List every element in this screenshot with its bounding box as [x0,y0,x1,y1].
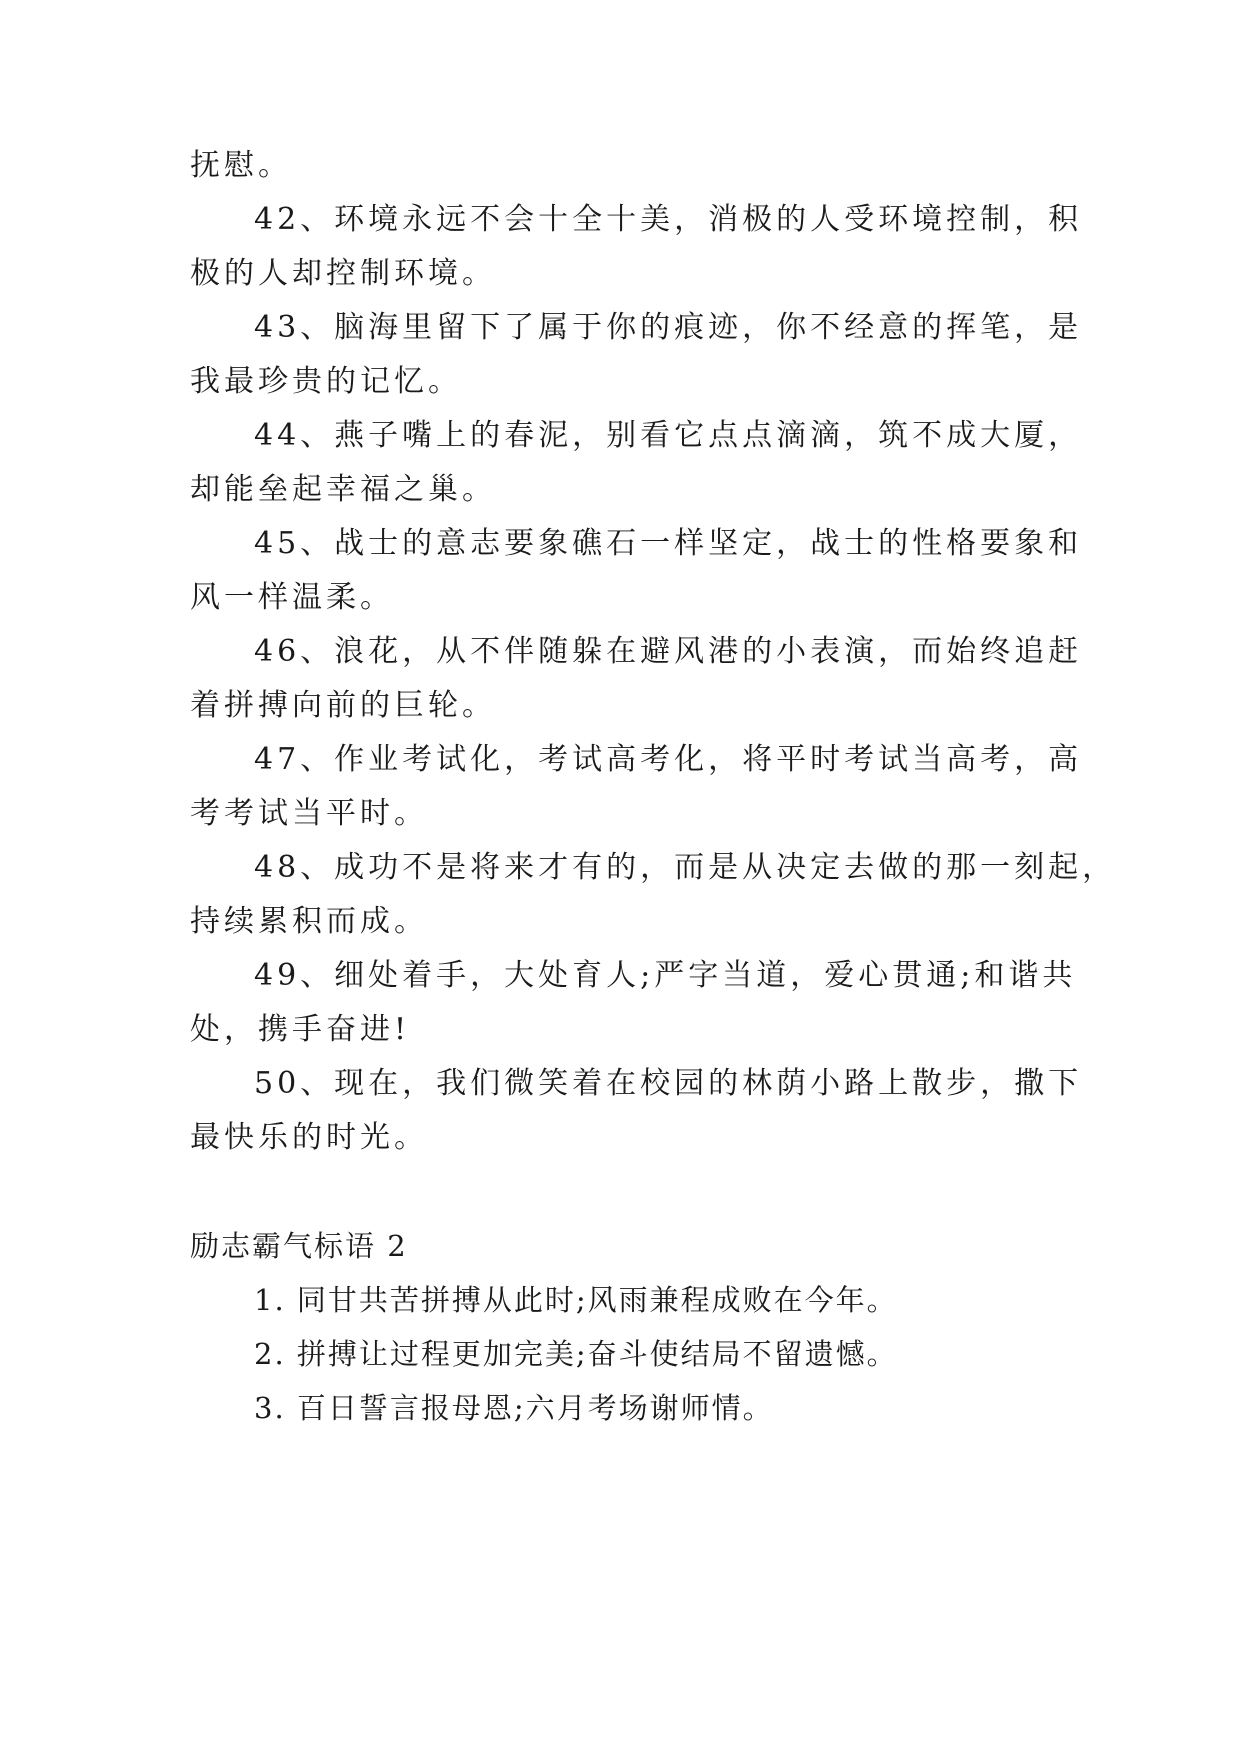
item-42-line-1: 42、环境永远不会十全十美，消极的人受环境控制，积 [254,202,1083,237]
item-50-line-1: 50、现在，我们微笑着在校园的林荫小路上散步，撒下 [254,1066,1083,1101]
item-49-line-1: 49、细处着手，大处育人;严字当道，爱心贯通;和谐共 [254,958,1077,993]
item-48-line-2: 持续累积而成。 [190,904,428,939]
item-45-line-1: 45、战士的意志要象礁石一样坚定，战士的性格要象和 [254,526,1083,561]
item-50-line-2: 最快乐的时光。 [190,1120,428,1155]
item-43-line-2: 我最珍贵的记忆。 [190,364,462,399]
item-48-line-1: 48、成功不是将来才有的，而是从决定去做的那一刻起， [254,850,1117,885]
section-heading: 励志霸气标语 2 [190,1229,408,1263]
item-42-line-2: 极的人却控制环境。 [190,256,496,291]
item-46-line-1: 46、浪花，从不伴随躲在避风港的小表演，而始终追赶 [254,634,1083,669]
item-43-line-1: 43、脑海里留下了属于你的痕迹，你不经意的挥笔，是 [254,310,1083,345]
slogan-2: 2. 拼搏让过程更加完美;奋斗使结局不留遗憾。 [254,1337,898,1371]
item-44-line-1: 44、燕子嘴上的春泥，别看它点点滴滴，筑不成大厦， [254,418,1083,453]
slogan-3: 3. 百日誓言报母恩;六月考场谢师情。 [254,1391,774,1425]
item-47-line-2: 考考试当平时。 [190,796,428,831]
continuation-text: 抚慰。 [190,148,292,183]
item-44-line-2: 却能垒起幸福之巢。 [190,472,496,507]
item-45-line-2: 风一样温柔。 [190,580,394,615]
item-49-line-2: 处，携手奋进! [190,1012,411,1047]
item-46-line-2: 着拼搏向前的巨轮。 [190,688,496,723]
item-47-line-1: 47、作业考试化，考试高考化，将平时考试当高考，高 [254,742,1083,777]
slogan-1: 1. 同甘共苦拼搏从此时;风雨兼程成败在今年。 [254,1283,898,1317]
